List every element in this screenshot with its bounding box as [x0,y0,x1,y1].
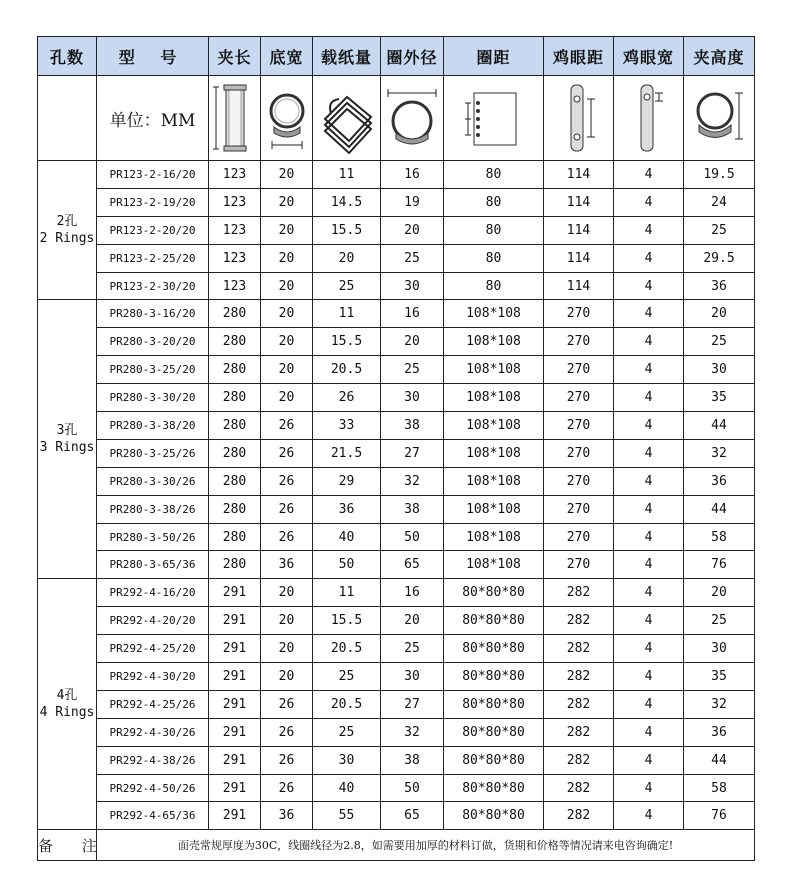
cell-eyelet-distance: 114 [544,272,614,300]
cell-clip-height: 30 [684,356,755,384]
table-row [38,523,755,551]
cell-clip-length: 123 [209,272,261,300]
cell-ring-outer-diameter: 38 [381,412,444,440]
cell-model: PR292-4-25/20 [97,635,209,663]
header-clip-height: 夹高度 [684,37,755,76]
unit-cell [97,76,209,161]
clip-length-diagram [209,76,261,161]
table-row [38,300,755,328]
header-ring-outer-diameter: 圈外径 [381,37,444,76]
cell-model: PR292-4-25/26 [97,690,209,718]
cell-clip-height: 36 [684,467,755,495]
header-ring-count: 孔数 [38,37,97,76]
cell-ring-spacing: 108*108 [444,523,544,551]
cell-clip-height: 35 [684,663,755,691]
cell-clip-height: 36 [684,718,755,746]
table-row [38,244,755,272]
cell-clip-height: 25 [684,607,755,635]
cell-ring-outer-diameter: 20 [381,607,444,635]
cell-clip-height: 32 [684,690,755,718]
cell-clip-height: 29.5 [684,244,755,272]
table-row [38,607,755,635]
cell-base-width: 20 [261,244,313,272]
cell-paper-capacity: 29 [313,467,381,495]
cell-clip-length: 123 [209,244,261,272]
cell-clip-height: 76 [684,551,755,579]
cell-ring-spacing: 108*108 [444,300,544,328]
cell-eyelet-width: 4 [614,161,684,189]
cell-eyelet-width: 4 [614,635,684,663]
spec-rows [38,161,755,830]
cell-model: PR123-2-30/20 [97,272,209,300]
cell-ring-outer-diameter: 25 [381,244,444,272]
eyelet-width-icon [619,79,679,157]
cell-clip-length: 280 [209,551,261,579]
cell-paper-capacity: 15.5 [313,607,381,635]
cell-base-width: 26 [261,690,313,718]
cell-ring-spacing: 80*80*80 [444,774,544,802]
cell-eyelet-distance: 282 [544,774,614,802]
cell-clip-height: 25 [684,328,755,356]
cell-eyelet-distance: 114 [544,244,614,272]
unit-label: 单位：MM [109,110,196,131]
cell-ring-outer-diameter: 38 [381,746,444,774]
cell-ring-spacing: 80*80*80 [444,802,544,830]
cell-model: PR280-3-50/26 [97,523,209,551]
cell-eyelet-distance: 270 [544,356,614,384]
cell-paper-capacity: 33 [313,412,381,440]
cell-eyelet-distance: 114 [544,216,614,244]
cell-ring-spacing: 80 [444,161,544,189]
cell-paper-capacity: 25 [313,272,381,300]
cell-clip-height: 32 [684,439,755,467]
cell-ring-outer-diameter: 32 [381,467,444,495]
cell-clip-length: 280 [209,495,261,523]
cell-ring-outer-diameter: 20 [381,216,444,244]
cell-ring-outer-diameter: 27 [381,439,444,467]
cell-ring-outer-diameter: 16 [381,300,444,328]
table-row [38,690,755,718]
cell-model: PR292-4-65/36 [97,802,209,830]
table-row [38,412,755,440]
table-row [38,216,755,244]
cell-eyelet-width: 4 [614,272,684,300]
cell-clip-length: 280 [209,328,261,356]
cell-model: PR280-3-25/20 [97,356,209,384]
cell-eyelet-width: 4 [614,746,684,774]
cell-ring-outer-diameter: 30 [381,663,444,691]
cell-eyelet-width: 4 [614,188,684,216]
cell-eyelet-distance: 270 [544,495,614,523]
table-row [38,188,755,216]
cell-clip-length: 123 [209,216,261,244]
cell-eyelet-distance: 282 [544,690,614,718]
cell-eyelet-distance: 282 [544,718,614,746]
cell-paper-capacity: 21.5 [313,439,381,467]
cell-eyelet-width: 4 [614,523,684,551]
cell-clip-length: 280 [209,523,261,551]
header-base-width: 底宽 [261,37,313,76]
cell-base-width: 26 [261,495,313,523]
cell-clip-length: 123 [209,161,261,189]
cell-paper-capacity: 15.5 [313,216,381,244]
header-eyelet-distance: 鸡眼距 [544,37,614,76]
cell-model: PR123-2-25/20 [97,244,209,272]
cell-base-width: 20 [261,161,313,189]
note-text: 面壳常规厚度为30C，线圈线径为2.8，如需要用加厚的材料订做，货期和价格等情况请来电咨询确定! [97,830,755,861]
cell-clip-length: 291 [209,579,261,607]
ring-group-label-en: 3 Rings [39,440,95,456]
cell-paper-capacity: 40 [313,774,381,802]
cell-model: PR292-4-20/20 [97,607,209,635]
table-row [38,467,755,495]
cell-paper-capacity: 26 [313,384,381,412]
cell-ring-spacing: 80 [444,272,544,300]
cell-eyelet-distance: 270 [544,384,614,412]
cell-paper-capacity: 15.5 [313,328,381,356]
cell-model: PR292-4-38/26 [97,746,209,774]
header-clip-length: 夹长 [209,37,261,76]
cell-ring-spacing: 80*80*80 [444,607,544,635]
cell-eyelet-distance: 270 [544,467,614,495]
eyelet-width-diagram [614,76,684,161]
cell-base-width: 20 [261,607,313,635]
header-row [38,37,755,76]
cell-eyelet-width: 4 [614,495,684,523]
cell-ring-spacing: 80 [444,188,544,216]
cell-eyelet-width: 4 [614,663,684,691]
cell-eyelet-distance: 282 [544,579,614,607]
cell-clip-length: 291 [209,690,261,718]
cell-ring-spacing: 80*80*80 [444,663,544,691]
cell-clip-length: 280 [209,300,261,328]
ring-group-label-en: 2 Rings [39,231,95,247]
cell-base-width: 20 [261,300,313,328]
cell-paper-capacity: 30 [313,746,381,774]
cell-eyelet-width: 4 [614,579,684,607]
cell-ring-outer-diameter: 16 [381,161,444,189]
cell-paper-capacity: 36 [313,495,381,523]
cell-clip-height: 20 [684,579,755,607]
table-row [38,774,755,802]
cell-base-width: 36 [261,551,313,579]
cell-eyelet-distance: 270 [544,523,614,551]
cell-clip-length: 280 [209,439,261,467]
cell-eyelet-width: 4 [614,439,684,467]
cell-eyelet-distance: 282 [544,607,614,635]
table-row [38,328,755,356]
cell-base-width: 26 [261,523,313,551]
cell-model: PR280-3-16/20 [97,300,209,328]
ring-group-label [38,579,97,830]
cell-eyelet-width: 4 [614,216,684,244]
ring-group-label-cn: 2孔 [56,214,78,230]
cell-clip-height: 25 [684,216,755,244]
cell-ring-spacing: 108*108 [444,467,544,495]
cell-eyelet-width: 4 [614,774,684,802]
cell-eyelet-distance: 282 [544,663,614,691]
paper-stack-icon [317,79,377,157]
eyelet-distance-icon [549,79,609,157]
cell-eyelet-distance: 282 [544,746,614,774]
cell-base-width: 20 [261,384,313,412]
eyelet-distance-diagram [544,76,614,161]
cell-eyelet-distance: 270 [544,439,614,467]
cell-paper-capacity: 55 [313,802,381,830]
cell-base-width: 20 [261,356,313,384]
cell-eyelet-width: 4 [614,718,684,746]
cell-base-width: 26 [261,439,313,467]
cell-ring-spacing: 108*108 [444,551,544,579]
cell-base-width: 26 [261,467,313,495]
cell-base-width: 26 [261,412,313,440]
cell-ring-outer-diameter: 19 [381,188,444,216]
cell-eyelet-width: 4 [614,551,684,579]
cell-clip-height: 30 [684,635,755,663]
cell-paper-capacity: 14.5 [313,188,381,216]
base-width-diagram [261,76,313,161]
cell-ring-spacing: 80*80*80 [444,718,544,746]
cell-paper-capacity: 20.5 [313,635,381,663]
cell-eyelet-distance: 114 [544,188,614,216]
table-row [38,802,755,830]
cell-base-width: 20 [261,328,313,356]
cell-eyelet-width: 4 [614,412,684,440]
cell-paper-capacity: 40 [313,523,381,551]
cell-model: PR292-4-16/20 [97,579,209,607]
cell-ring-outer-diameter: 50 [381,774,444,802]
table-row [38,746,755,774]
cell-eyelet-distance: 270 [544,551,614,579]
cell-base-width: 20 [261,216,313,244]
table-row [38,495,755,523]
ring-group-label [38,300,97,579]
cell-clip-height: 24 [684,188,755,216]
cell-ring-spacing: 80*80*80 [444,746,544,774]
cell-ring-spacing: 80*80*80 [444,690,544,718]
cell-base-width: 26 [261,718,313,746]
cell-model: PR280-3-20/20 [97,328,209,356]
cell-clip-height: 44 [684,746,755,774]
cell-clip-height: 58 [684,774,755,802]
cell-eyelet-width: 4 [614,690,684,718]
cell-eyelet-width: 4 [614,607,684,635]
cell-base-width: 36 [261,802,313,830]
cell-clip-length: 291 [209,746,261,774]
diagram-blank-cell [38,76,97,161]
cell-ring-spacing: 108*108 [444,356,544,384]
cell-ring-spacing: 108*108 [444,328,544,356]
cell-base-width: 20 [261,635,313,663]
table-row [38,439,755,467]
cell-model: PR123-2-16/20 [97,161,209,189]
cell-model: PR292-4-30/26 [97,718,209,746]
cell-eyelet-distance: 270 [544,328,614,356]
note-row [38,830,755,861]
cell-paper-capacity: 20 [313,244,381,272]
cell-eyelet-distance: 114 [544,161,614,189]
cell-base-width: 20 [261,272,313,300]
cell-ring-spacing: 80*80*80 [444,579,544,607]
cell-ring-outer-diameter: 27 [381,690,444,718]
cell-clip-height: 19.5 [684,161,755,189]
cell-clip-length: 123 [209,188,261,216]
ring-outer-diameter-diagram [381,76,444,161]
ring-spacing-icon [454,79,534,157]
paper-capacity-diagram [313,76,381,161]
cell-model: PR123-2-19/20 [97,188,209,216]
cell-base-width: 20 [261,579,313,607]
cell-clip-length: 280 [209,356,261,384]
cell-ring-outer-diameter: 50 [381,523,444,551]
cell-ring-outer-diameter: 30 [381,272,444,300]
cell-ring-outer-diameter: 65 [381,802,444,830]
cell-base-width: 26 [261,774,313,802]
cell-model: PR280-3-38/26 [97,495,209,523]
cell-paper-capacity: 50 [313,551,381,579]
cell-paper-capacity: 25 [313,663,381,691]
cell-paper-capacity: 25 [313,718,381,746]
cell-paper-capacity: 11 [313,161,381,189]
cell-ring-outer-diameter: 38 [381,495,444,523]
cell-ring-outer-diameter: 25 [381,356,444,384]
ring-spacing-diagram [444,76,544,161]
cell-ring-spacing: 80 [444,244,544,272]
cell-ring-spacing: 108*108 [444,384,544,412]
ring-group-label-en: 4 Rings [39,705,95,721]
cell-clip-height: 76 [684,802,755,830]
cell-eyelet-width: 4 [614,328,684,356]
table-row [38,635,755,663]
cell-base-width: 20 [261,188,313,216]
cell-model: PR292-4-30/20 [97,663,209,691]
cell-clip-height: 58 [684,523,755,551]
clip-height-diagram [684,76,755,161]
cell-clip-length: 291 [209,607,261,635]
cell-ring-spacing: 108*108 [444,495,544,523]
cell-eyelet-width: 4 [614,467,684,495]
cell-base-width: 26 [261,746,313,774]
cell-eyelet-distance: 282 [544,635,614,663]
cell-clip-length: 291 [209,718,261,746]
diagram-row [38,76,755,161]
spec-table [37,36,755,861]
cell-paper-capacity: 11 [313,579,381,607]
ring-group-label-cn: 4孔 [56,688,78,704]
cell-clip-height: 44 [684,412,755,440]
cell-ring-spacing: 80*80*80 [444,635,544,663]
table-row [38,718,755,746]
cell-model: PR280-3-38/20 [97,412,209,440]
cell-eyelet-width: 4 [614,356,684,384]
cell-ring-spacing: 108*108 [444,439,544,467]
cell-base-width: 20 [261,663,313,691]
cell-clip-length: 280 [209,467,261,495]
cell-paper-capacity: 20.5 [313,690,381,718]
cell-paper-capacity: 20.5 [313,356,381,384]
ring-group-label-cn: 3孔 [56,423,78,439]
cell-ring-outer-diameter: 20 [381,328,444,356]
header-eyelet-width: 鸡眼宽 [614,37,684,76]
header-model: 型 号 [97,37,209,76]
cell-ring-spacing: 80 [444,216,544,244]
clip-height-icon [689,79,749,157]
cell-ring-outer-diameter: 25 [381,635,444,663]
cell-clip-length: 291 [209,635,261,663]
header-paper-capacity: 载纸量 [313,37,381,76]
cell-paper-capacity: 11 [313,300,381,328]
table-row [38,663,755,691]
ring-group-label [38,161,97,300]
cell-clip-height: 35 [684,384,755,412]
cell-model: PR292-4-50/26 [97,774,209,802]
cell-model: PR280-3-30/26 [97,467,209,495]
cell-clip-height: 20 [684,300,755,328]
cell-clip-height: 44 [684,495,755,523]
cell-model: PR280-3-30/20 [97,384,209,412]
cell-eyelet-distance: 282 [544,802,614,830]
ring-diameter-icon [384,79,440,157]
base-width-icon [264,79,310,157]
cell-eyelet-width: 4 [614,300,684,328]
cell-eyelet-distance: 270 [544,412,614,440]
cell-ring-spacing: 108*108 [444,412,544,440]
cell-ring-outer-diameter: 30 [381,384,444,412]
cell-ring-outer-diameter: 65 [381,551,444,579]
cell-clip-length: 291 [209,663,261,691]
table-row [38,356,755,384]
clip-length-icon [212,79,258,157]
cell-clip-length: 280 [209,412,261,440]
cell-ring-outer-diameter: 32 [381,718,444,746]
cell-eyelet-width: 4 [614,244,684,272]
table-row [38,579,755,607]
table-row [38,551,755,579]
cell-clip-length: 291 [209,774,261,802]
cell-model: PR280-3-65/36 [97,551,209,579]
cell-eyelet-distance: 270 [544,300,614,328]
cell-model: PR123-2-20/20 [97,216,209,244]
cell-eyelet-width: 4 [614,384,684,412]
cell-model: PR280-3-25/26 [97,439,209,467]
cell-clip-length: 280 [209,384,261,412]
cell-ring-outer-diameter: 16 [381,579,444,607]
cell-clip-length: 291 [209,802,261,830]
table-row [38,161,755,189]
header-ring-spacing: 圈距 [444,37,544,76]
table-row [38,384,755,412]
table-row [38,272,755,300]
cell-clip-height: 36 [684,272,755,300]
note-label: 备 注 [38,830,97,861]
cell-eyelet-width: 4 [614,802,684,830]
